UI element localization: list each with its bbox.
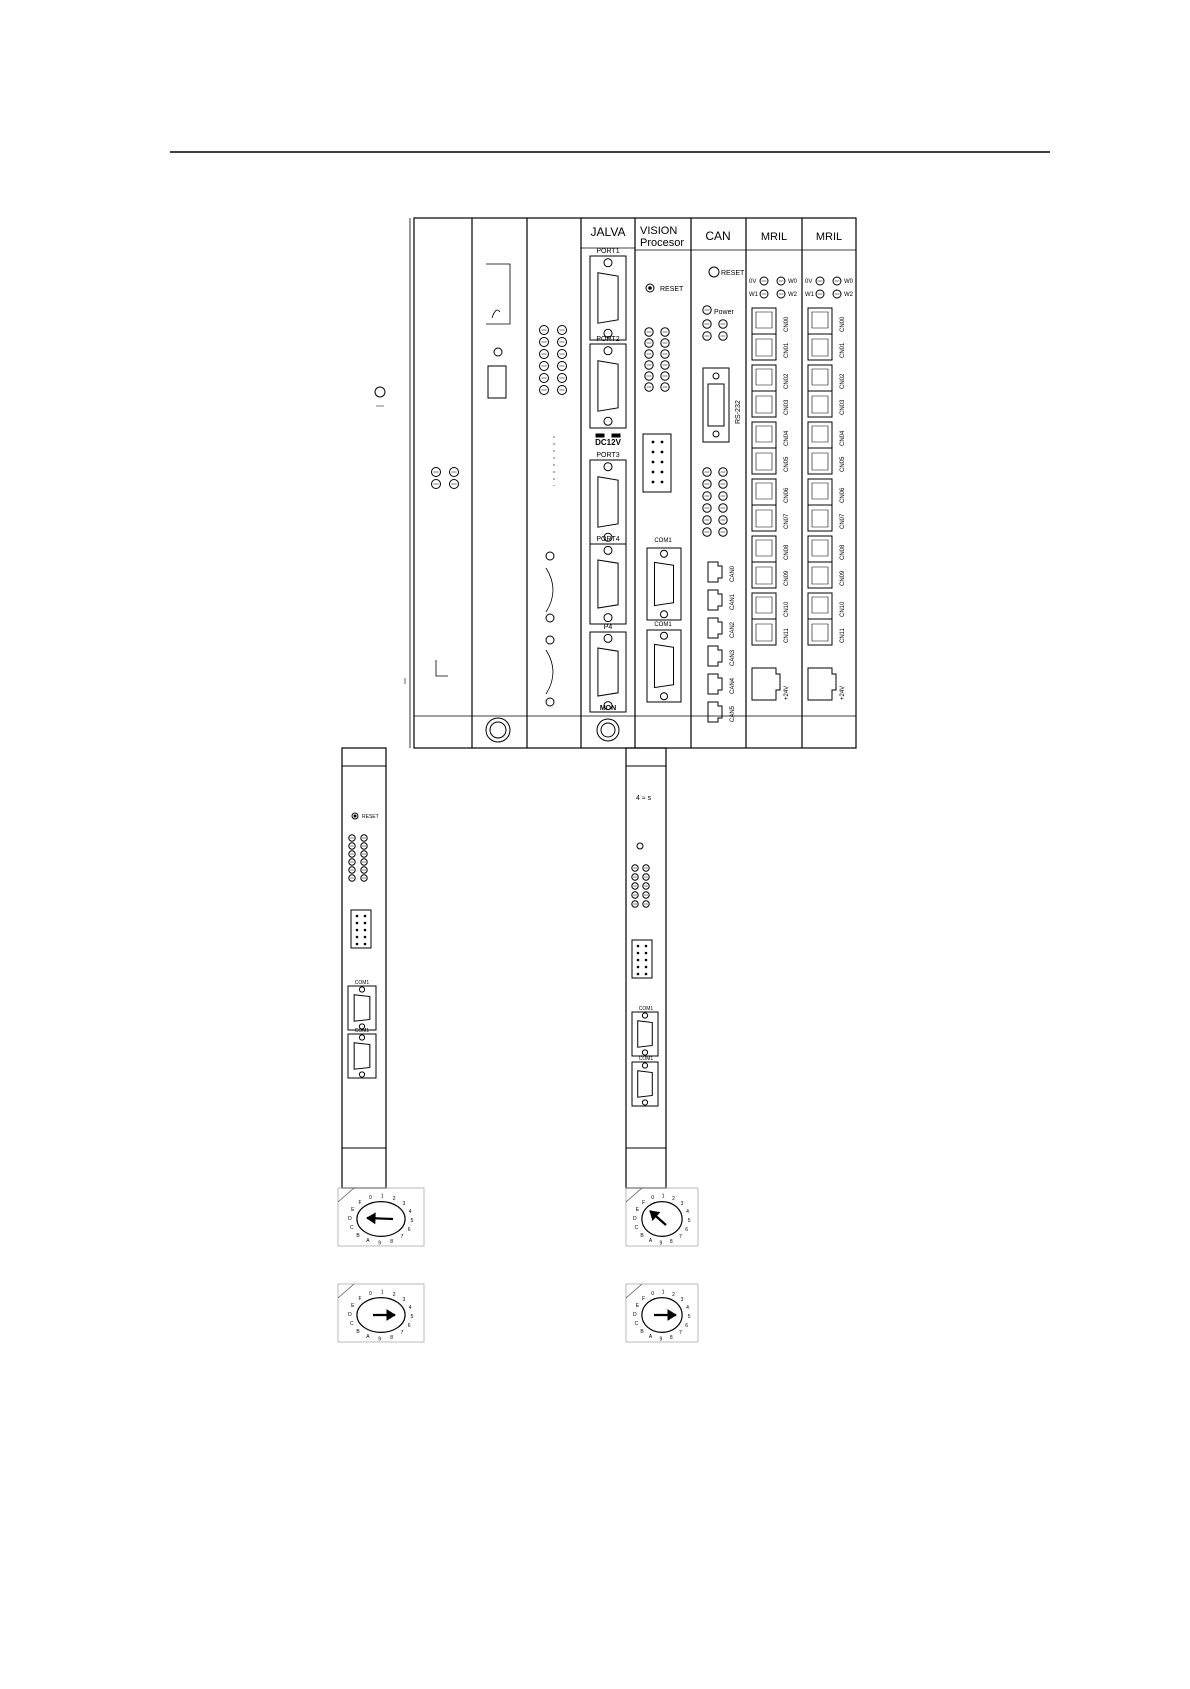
dial-digit: 5 [410,1313,414,1320]
mril-connector-label: CN10 [840,601,846,617]
dial-digit: 5 [687,1313,691,1320]
dial-digit: 7 [678,1330,682,1337]
mril-connector-label: CN06 [784,487,790,503]
power-connector [752,668,780,700]
left-board-com-label-2: COM1 [354,1028,370,1034]
dial-digit: 1 [380,1193,384,1200]
can-port-label: CAN3 [730,649,736,666]
dsub-connector [647,548,681,620]
power-connector [808,668,836,700]
dial-digit: 4 [408,1304,412,1311]
module-1 [432,468,459,677]
dial-digit: 1 [661,1193,665,1200]
dial-digit: F [358,1199,362,1206]
mril-connector-label: CN02 [784,373,790,389]
mril-connector-label: CN05 [840,456,846,472]
module-title-jalva: JALVA [590,225,626,239]
jalva-module [590,248,626,741]
dial-digit: 6 [407,1226,411,1233]
mril-top-label: W2 [788,292,797,298]
led-group [540,326,567,395]
mril-power-label: +24V [840,685,846,700]
dial-digit: 5 [410,1217,414,1224]
jalva-port-label: PORT2 [596,336,620,343]
module-title-vision: VISION [640,225,678,237]
right-board-top-label: 4 ≈ s [636,795,652,802]
can-port [708,590,722,610]
can-power-label: Power [714,309,734,316]
dial-digit: 3 [402,1201,406,1208]
dial-digit: B [356,1328,360,1335]
dial-digit: 9 [659,1336,663,1343]
dial-digit: E [351,1207,355,1214]
dial-digit: 0 [651,1195,655,1202]
dial-digit: B [640,1232,644,1239]
rotary-switch [338,1188,424,1246]
can-port-label: CAN1 [730,593,736,610]
module-3 [540,326,567,707]
jalva-port-label: P4 [603,624,613,631]
dsub-connector [590,344,626,428]
dial-digit: 2 [672,1195,675,1202]
led-group [645,328,669,391]
mril-connector-label: CN07 [784,513,790,529]
dial-digit: 4 [686,1304,689,1311]
can-port-label: CAN5 [730,705,736,722]
dial-digit: 0 [368,1195,372,1202]
dial-digit: E [351,1303,355,1310]
mril-connector-label: CN09 [840,570,846,586]
dial-digit: B [640,1328,644,1335]
mril-module-1 [749,277,798,700]
dial-digit: 8 [390,1334,394,1341]
dsub-connector [590,460,626,544]
dial-digit: F [642,1295,646,1302]
dial-digit: E [635,1207,640,1214]
can-reset-label: RESET [721,270,745,277]
mril-connector-label: CN08 [840,544,846,560]
right-board-com-label-2: COM1 [638,1056,654,1062]
vision-com-label-2: COM1 [654,622,672,628]
rack [410,218,856,748]
can-port-label: CAN2 [730,621,736,638]
mril-connector-label: CN09 [784,570,790,586]
dial-digit: B [356,1232,360,1239]
led-group [632,865,649,907]
dial-digit: 1 [380,1289,384,1296]
mril-top-label: 0V [749,279,757,285]
mril-connector-label: CN01 [840,342,846,358]
dial-digit: 0 [651,1291,655,1298]
module-title-can: CAN [705,229,731,243]
dial-digit: 5 [687,1217,691,1224]
module-title-mril-1: MRIL [760,231,788,243]
dial-digit: 9 [659,1240,663,1247]
jalva-port-label: PORT3 [596,452,620,459]
module-subtitle-vision: Procesor [640,237,685,249]
vision-com-label-1: COM1 [654,538,672,544]
mril-connector-label: CN03 [840,399,846,415]
dial-digit: 8 [669,1238,673,1245]
dial-digit: 6 [407,1322,411,1329]
mril-top-label: 0V [805,279,813,285]
rotary-switches [338,1188,698,1342]
dial-digit: D [348,1312,352,1319]
dial-digit: 2 [672,1291,675,1298]
mril-connector-label: CN06 [840,487,846,503]
dial-digit: 3 [402,1297,406,1304]
dial-digit: 8 [390,1238,394,1245]
mril-top-label: W0 [844,279,853,285]
can-reset-button[interactable] [709,267,719,277]
vision-module [643,284,684,702]
dial-digit: 3 [680,1297,684,1304]
dial-digit: A [648,1334,653,1341]
dial [642,1199,682,1237]
mril-connector-label: CN00 [784,316,790,332]
mril-connector-label: CN10 [784,601,790,617]
dial-digit: D [633,1216,637,1223]
mril-connector-label: CN00 [840,316,846,332]
right-board [626,748,666,1188]
dial-digit: C [349,1321,354,1328]
rotary-switch [338,1284,424,1342]
mril-connector-label: CN04 [784,430,790,446]
can-module [703,267,745,722]
dsub-connector [590,256,626,340]
mril-connector-label: CN08 [784,544,790,560]
dial-digit: C [634,1321,639,1328]
can-port [708,562,722,582]
dial-digit: 6 [685,1226,689,1233]
dial-digit: 4 [408,1208,412,1215]
mril-power-label: +24V [784,685,790,700]
mril-connector-label: CN04 [840,430,846,446]
mril-top-label: W0 [788,279,797,285]
dial-digit: 2 [392,1291,396,1298]
dial-digit: 9 [378,1336,382,1343]
can-port [708,618,722,638]
dial-digit: 9 [378,1240,382,1247]
dial-digit: C [634,1225,639,1232]
dial-digit: A [648,1238,653,1245]
dsub-connector [590,544,626,624]
can-port [708,702,722,722]
dial-digit: 7 [678,1234,682,1241]
rotary-switch [626,1284,698,1342]
jalva-port-label: PORT4 [596,536,620,543]
rs232-label: RS-232 [735,400,742,424]
left-board [342,748,386,1188]
dial-digit: 7 [400,1234,404,1241]
right-board-com-label-1: COM1 [638,1006,654,1012]
dial-digit: 7 [400,1330,404,1337]
dial-digit: C [349,1225,354,1232]
can-port [708,646,722,666]
dsub-connector [647,630,681,702]
dial-digit: 0 [368,1291,372,1298]
dial-digit: 2 [392,1195,396,1202]
dial-digit: D [348,1216,352,1223]
mril-connector-label: CN05 [784,456,790,472]
dial-digit: D [633,1312,637,1319]
mril-top-label: W1 [749,292,758,298]
mril-connector-label: CN03 [784,399,790,415]
can-port-label: CAN4 [730,677,736,694]
can-port [708,674,722,694]
module-title-mril-2: MRIL [815,231,843,243]
mril-module-2 [805,277,854,700]
dial-digit: 3 [680,1201,684,1208]
module-2 [486,264,510,742]
dsub-connector [590,632,626,712]
dial-digit: A [366,1334,370,1341]
dial-digit: F [358,1295,362,1302]
jalva-mon-label: MON [599,705,617,712]
dial-digit: F [642,1199,646,1206]
mril-top-label: W2 [844,292,853,298]
vision-reset-label: RESET [660,286,684,293]
left-board-reset-label: RESET [362,814,379,820]
dial-digit: 4 [686,1208,689,1215]
mril-connector-label: CN01 [784,342,790,358]
knob-icon [375,387,385,397]
dial-digit: E [635,1303,640,1310]
dial-digit: 8 [669,1334,673,1341]
led-group [349,835,367,881]
dial-digit: 1 [661,1289,665,1296]
mon-connector [597,719,619,741]
mril-connector-label: CN07 [840,513,846,529]
jalva-port-label: PORT1 [596,248,620,255]
mril-connector-label: CN02 [840,373,846,389]
mril-connector-label: CN11 [840,628,846,643]
rotary-switch [626,1188,698,1246]
can-port-label: CAN0 [730,565,736,582]
led-group [432,468,459,489]
dial-digit: 6 [685,1322,689,1329]
jalva-dc-label: DC12V [595,438,621,447]
mril-top-label: W1 [805,292,814,298]
dial-digit: A [366,1238,370,1245]
left-board-com-label-1: COM1 [354,980,370,986]
mril-connector-label: CN11 [784,628,790,643]
